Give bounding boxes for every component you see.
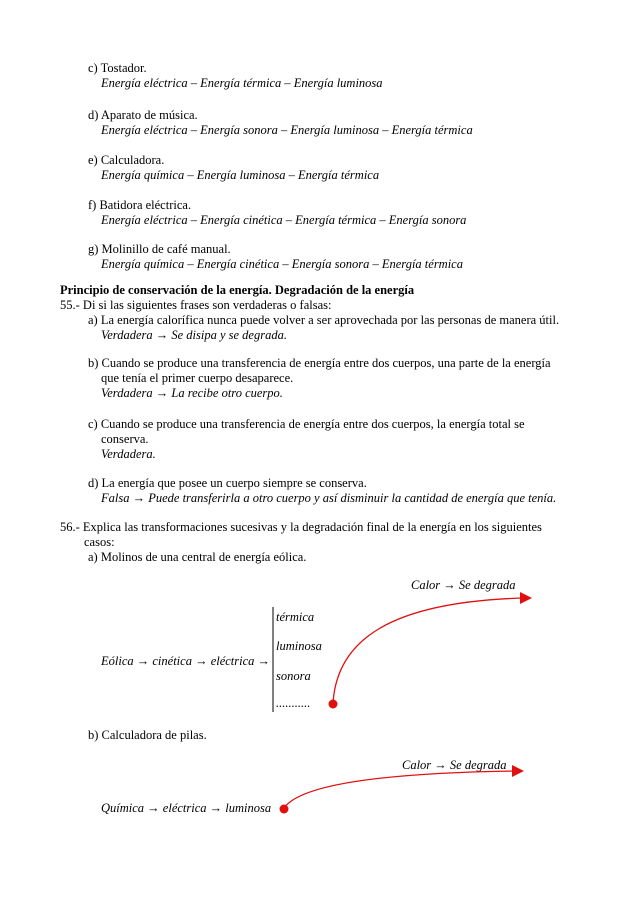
branch-dots: ........... [276,696,311,710]
q56-title-2: casos: [84,535,115,549]
q55-d-text: d) La energía que posee un cuerpo siempre se conserva. [88,476,367,490]
b-heat-curve [284,771,515,808]
item-c-chain: Energía eléctrica – Energía térmica – Energía luminosa [101,76,383,90]
q55-d-answer: Falsa → Puede transferirla a otro cuerpo y así disminuir la cantidad de energía que tenía. [101,491,557,505]
item-f-chain: Energía eléctrica – Energía cinética – Energía térmica – Energía sonora [101,213,467,227]
q56-a-label: a) Molinos de una central de energía eólica. [88,550,307,564]
q55-c-text-1: c) Cuando se produce una transferencia de energía entre dos cuerpos, la energía total se [88,417,525,431]
item-f-label: f) Batidora eléctrica. [88,198,192,212]
q56-title-1: 56.- Explica las transformaciones sucesivas y la degradación final de la energía en los siguientes [60,520,542,534]
item-g-label: g) Molinillo de café manual. [88,242,231,256]
q55-a-answer: Verdadera → Se disipa y se degrada. [101,328,287,342]
item-c-label: c) Tostador. [88,61,147,75]
q56-b-label: b) Calculadora de pilas. [88,728,207,742]
q55-a-text: a) La energía calorífica nunca puede volver a ser aprovechada por las personas de manera útil. [88,313,560,327]
q55-title: 55.- Di si las siguientes frases son verdaderas o falsas: [60,298,332,312]
q55-b-text-2: que tenía el primer cuerpo desaparece. [101,371,294,385]
q55-b-answer: Verdadera → La recibe otro cuerpo. [101,386,283,400]
a-heat-curve [333,598,523,703]
q55-b-text-1: b) Cuando se produce una transferencia de energía entre dos cuerpos, una parte de la energía [88,356,551,370]
q55-c-text-2: conserva. [101,432,149,446]
q56-a-heat-label: Calor → Se degrada [411,578,516,592]
item-e-label: e) Calculadora. [88,153,165,167]
section-title: Principio de conservación de la energía. Degradación de la energía [60,283,415,297]
item-g-chain: Energía química – Energía cinética – Energía sonora – Energía térmica [101,257,463,271]
q56-b-heat-label: Calor → Se degrada [402,758,507,772]
b-arrowhead-icon [512,765,524,777]
q56-b-chain: Química → eléctrica → luminosa [101,801,272,815]
a-start-dot-icon [329,700,338,709]
a-arrowhead-icon [520,592,532,604]
q56-a-chain: Eólica → cinética → eléctrica → [101,654,271,668]
branch-luminosa: luminosa [276,639,322,653]
item-e-chain: Energía química – Energía luminosa – Energía térmica [101,168,380,182]
item-d-chain: Energía eléctrica – Energía sonora – Energía luminosa – Energía térmica [101,123,473,137]
item-d-label: d) Aparato de música. [88,108,198,122]
q55-c-answer: Verdadera. [101,447,156,461]
branch-sonora: sonora [276,669,311,683]
branch-termica: térmica [276,610,315,624]
b-start-dot-icon [280,805,289,814]
